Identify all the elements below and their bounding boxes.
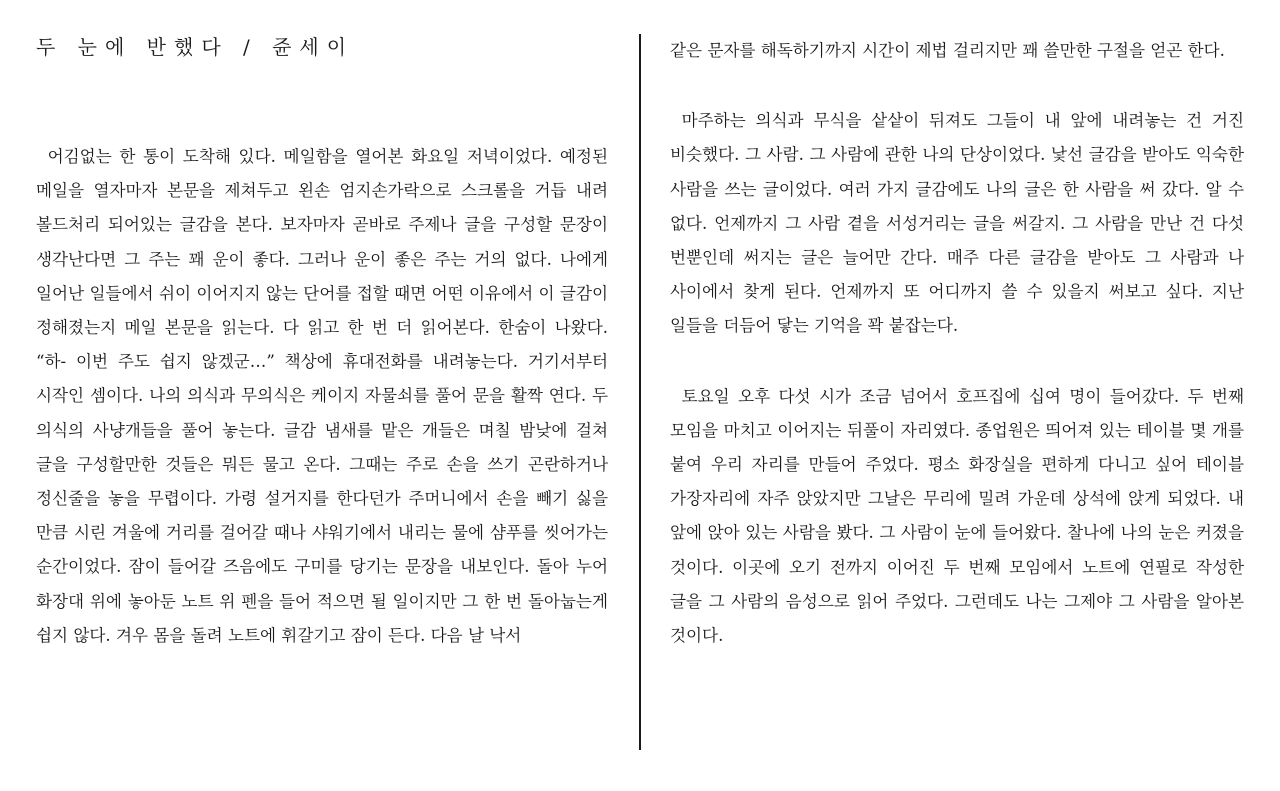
title-spacer bbox=[36, 64, 608, 140]
left-column bbox=[36, 30, 608, 653]
paragraph-spacer-2 bbox=[670, 344, 1244, 380]
right-paragraph-1: 같은 문자를 해독하기까지 시간이 제법 걸리지만 꽤 쓸만한 구절을 얻곤 한다. bbox=[670, 41, 1225, 60]
right-paragraph-3: 토요일 오후 다섯 시가 조금 넘어서 호프집에 십여 명이 들어갔다. 두 번째 모임을 마치고 이어지는 뒤풀이 자리였다. 종업원은 띄어져 있는 테이블 몇 개를 붙여 우리 자리를 만들어 주었다. 평소 화장실을 편하게 다니고 싶어 테이블 가장자리에 자주 앉았지만 그날은 무리에 밀려 가운데 상석에 앉게 되었다. 내 앞에 앉아 있는 사람을 봤다. 그 사람이 눈에 들어왔다. 찰나에 나의 눈은 커졌을 것이다. 이곳에 오기 전까지 이어진 두 번째 모임에서 노트에 연필로 작성한 글을 그 사람의 음성으로 읽어 주었다. 그런데도 나는 그제야 그 사람을 알아본 것이다. bbox=[670, 386, 1244, 646]
right-column bbox=[670, 30, 1244, 653]
document-title: 두 눈에 반했다 / 쥰세이 bbox=[36, 35, 355, 59]
paragraph-spacer-1 bbox=[670, 68, 1244, 104]
column-divider bbox=[639, 34, 641, 750]
left-paragraph-1: 어김없는 한 통이 도착해 있다. 메일함을 열어본 화요일 저녁이었다. 예정된 메일을 열자마자 본문을 제쳐두고 왼손 엄지손가락으로 스크롤을 거듭 내려 볼드처리 되어있는 글감을 본다. 보자마자 곧바로 주제나 글을 구성할 문장이 생각난다면 그 주는 꽤 운이 좋다. 그러나 운이 좋은 주는 거의 없다. 나에게 일어난 일들에서 쉬이 이어지지 않는 단어를 접할 때면 어떤 이유에서 이 글감이 정해졌는지 메일 본문을 읽는다. 다 읽고 한 번 더 읽어본다. 한숨이 나왔다. “하- 이번 주도 쉽지 않겠군…” 책상에 휴대전화를 내려놓는다. 거기서부터 시작인 셈이다. 나의 의식과 무의식은 케이지 자물쇠를 풀어 문을 활짝 연다. 두 의식의 사냥개들을 풀어 놓는다. 글감 냄새를 맡은 개들은 며칠 밤낮에 걸쳐 글을 구성할만한 것들은 뭐든 물고 온다. 그때는 주로 손을 쓰기 곤란하거나 정신줄을 놓을 무렵이다. 가령 설거지를 한다던가 주머니에서 손을 빼기 싫을 만큼 시린 겨울에 거리를 걸어갈 때나 샤워기에서 내리는 물에 샴푸를 씻어가는 순간이었다. 잠이 들어갈 즈음에도 구미를 당기는 문장을 내보인다. 돌아 누어 화장대 위에 놓아둔 노트 위 펜을 들어 적으면 될 일이지만 그 한 번 돌아눕는게 쉽지 않다. 겨우 몸을 돌려 노트에 휘갈기고 잠이 든다. 다음 날 낙서 bbox=[36, 147, 608, 645]
right-paragraph-2: 마주하는 의식과 무식을 샅샅이 뒤져도 그들이 내 앞에 내려놓는 건 거진 비슷했다. 그 사람. 그 사람에 관한 나의 단상이었다. 낯선 글감을 받아도 익숙한 사람을 쓰는 글이었다. 여러 가지 글감에도 나의 글은 한 사람을 써 갔다. 알 수 없다. 언제까지 그 사람 곁을 서성거리는 글을 써갈지. 그 사람을 만난 건 다섯 번뿐인데 써지는 글은 늘어만 간다. 매주 다른 글감을 받아도 그 사람과 나 사이에서 찾게 된다. 언제까지 또 어디까지 쓸 수 있을지 써보고 싶다. 지난 일들을 더듬어 닿는 기억을 꽉 붙잡는다. bbox=[670, 111, 1244, 336]
